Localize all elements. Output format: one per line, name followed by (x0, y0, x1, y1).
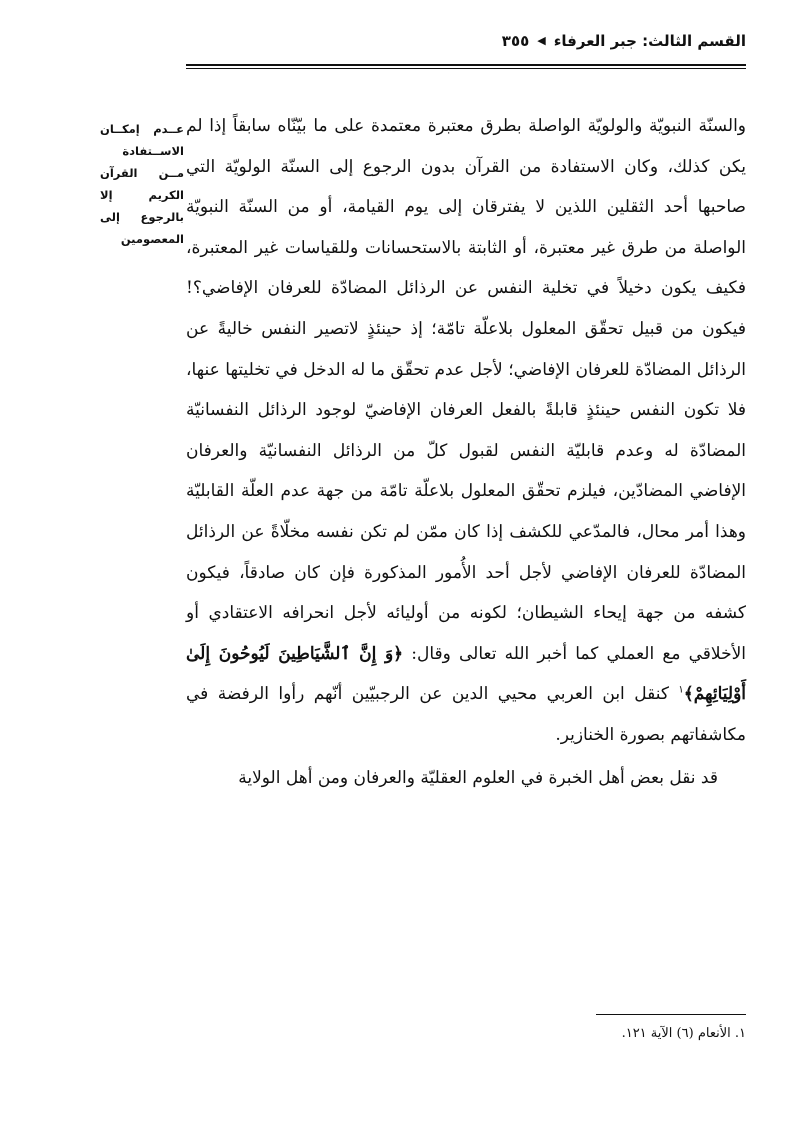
footnote-rule (596, 1014, 746, 1015)
paragraph-1 (186, 106, 746, 756)
paragraph-1-continuation: كنقل ابن العربي محيي الدين عن الرجبيّين أنّهم رأوا الرفضة في مكاشفاتهم بصورة الخنازير. (186, 684, 746, 745)
running-title: القسم الثالث: جبر العرفاء (553, 32, 746, 50)
paragraph-2: قد نقل بعض أهل الخبرة في العلوم العقليّة والعرفان ومن أهل الولاية (238, 767, 718, 788)
header-rule (186, 64, 746, 66)
paragraph-1-text: والسنّة النبويّة والولويّة الواصلة بطرق معتبرة معتمدة على ما بيّنّاه سابقاً إذا لم يكن كذلك، وكان الاستفادة من القرآن بدون الرجوع إلى السنّة الولويّة التي صاحبها أحد الثقلين اللذين لا يفترقان إلى يوم القيامة، أو من السنّة النبويّة الواصلة من طرق غير معتبرة، أو الثابتة بالاستحسانات وللقياسات غير المعتبرة، فكيف يكون دخيلاً في تخلية النفس عن الرذائل المضادّة للعرفان الإفاضي؟! فيكون من قبيل تحقّق المعلول بلاعلّة تامّة؛ إذ حينئذٍ لاتصير النفس خاليةً عن الرذائل المضادّة للعرفان الإفاضي؛ لأجل عدم تحقّق ما له الدخل في تخليتها عنها، فلا تكون النفس حينئذٍ قابلةً بالفعل العرفان الإفاضيّ لوجود الرذائل النفسانيّة المضادّة له وعدم قابليّة النفس لقبول كلّ من الرذائل النفسانيّة والعرفان الإفاضي المضادّين، فيلزم تحقّق المعلول بلاعلّة تامّة من جهة عدم العلّة القابليّة وهذا أمر محال، فالمدّعي للكشف إذا كان ممّن لم تكن نفسه مخلّاةً عن الرذائل المضادّة للعرفان الإفاضي لأجل أحد الأُمور المذكورة فإن كان صادقاً، فيكون كشفه من جهة إيحاء الشيطان؛ لكونه من أوليائه لأجل انحرافه الاعتقادي أو الأخلاقي مع العملي كما أخبر الله تعالى وقال: (186, 116, 746, 664)
footnote: ١. الأنعام (٦) الآية ١٢١. (621, 1026, 746, 1041)
header-rule-thin (186, 68, 746, 69)
quran-verse: ﴿وَ إِنَّ ٱلشَّيَاطِينَ لَيُوحُونَ إِلَىٰ أَوْلِيَائِهِمْ﴾ (186, 643, 746, 705)
page-number: ٣٥٥ (501, 32, 530, 50)
page-header (186, 30, 746, 52)
footnote-marker[interactable]: ١ (678, 684, 684, 696)
main-text (186, 106, 746, 798)
arrow-left-icon: ◀ (537, 34, 546, 47)
margin-note: عــدم إمكــان الاســتفادة مــن القرآن الكريم إلا بالرجوع إلى المعصومين (100, 122, 184, 246)
